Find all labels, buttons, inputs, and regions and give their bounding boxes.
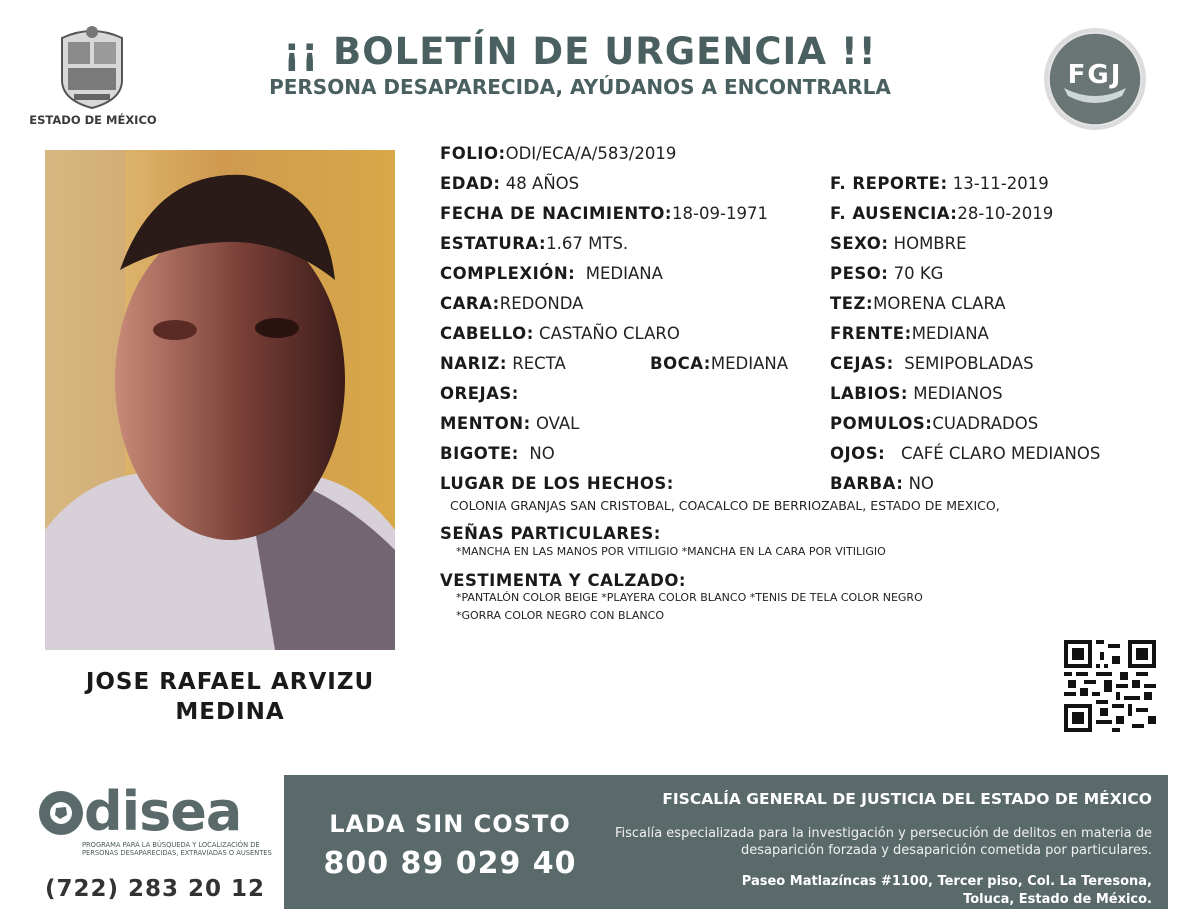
odisea-program-caption: PROGRAMA PARA LA BÚSQUEDA Y LOCALIZACIÓN DE PERSONAS DESAPARECIDAS, EXTRAVIADAS O AUSENTES — [82, 841, 272, 857]
barba-field: BARBA: NO — [830, 474, 934, 493]
nariz-field: NARIZ: RECTA — [440, 354, 566, 373]
lugar-hechos-value: COLONIA GRANJAS SAN CRISTOBAL, COACALCO DE BERRIOZABAL, ESTADO DE MEXICO, — [450, 498, 1000, 513]
folio-field: FOLIO:ODI/ECA/A/583/2019 — [440, 144, 677, 163]
boca-value: MEDIANA — [710, 354, 789, 373]
fiscalia-address — [600, 873, 1152, 909]
lada-sin-costo-label: LADA SIN COSTO — [329, 810, 571, 838]
menton-field: MENTON: OVAL — [440, 414, 580, 433]
frente-value: MEDIANA — [911, 324, 989, 343]
vestimenta-line-1: *PANTALÓN COLOR BEIGE *PLAYERA COLOR BLANCO *TENIS DE TELA COLOR NEGRO — [456, 591, 923, 604]
menton-value: OVAL — [535, 414, 580, 433]
bigote-field: BIGOTE: NO — [440, 444, 555, 463]
edad-value: 48 AÑOS — [505, 174, 580, 193]
f-ausencia-value: 28-10-2019 — [957, 204, 1054, 223]
complexion-value: MEDIANA — [585, 264, 663, 283]
name-line-1: JOSE RAFAEL ARVIZU — [85, 669, 375, 695]
fecha-nacimiento-value: 18-09-1971 — [672, 204, 768, 223]
boca-field: BOCA:MEDIANA — [650, 354, 789, 373]
address-line-1: Paseo Matlazíncas #1100, Tercer piso, Col. La Teresona, — [741, 874, 1152, 889]
labios-value: MEDIANOS — [913, 384, 1003, 403]
fgj-seal-icon — [1042, 26, 1148, 132]
cabello-field: CABELLO: CASTAÑO CLARO — [440, 324, 680, 343]
cejas-field: CEJAS: SEMIPOBLADAS — [830, 354, 1034, 373]
edomex-coat-of-arms-icon — [52, 20, 132, 110]
estatura-value: 1.67 MTS. — [546, 234, 629, 253]
estatura-field: ESTATURA:1.67 MTS. — [440, 234, 629, 253]
barba-value: NO — [908, 474, 934, 493]
peso-field: PESO: 70 KG — [830, 264, 944, 283]
peso-value: 70 KG — [893, 264, 944, 283]
bulletin-title: ¡¡ BOLETÍN DE URGENCIA !! — [283, 30, 877, 73]
tez-value: MORENA CLARA — [873, 294, 1006, 313]
f-reporte-field: F. REPORTE: 13-11-2019 — [830, 174, 1049, 193]
pomulos-value: CUADRADOS — [932, 414, 1039, 433]
missing-person-photo — [45, 150, 395, 650]
sexo-field: SEXO: HOMBRE — [830, 234, 967, 253]
senas-particulares-value: *MANCHA EN LAS MANOS POR VITILIGIO *MANCHA EN LA CARA POR VITILIGIO — [456, 545, 886, 558]
odisea-logo-text: disea — [84, 780, 242, 843]
missing-person-name — [45, 667, 415, 727]
fiscalia-title: FISCALÍA GENERAL DE JUSTICIA DEL ESTADO DE MÉXICO — [662, 790, 1152, 808]
cabello-value: CASTAÑO CLARO — [539, 324, 680, 343]
folio-value: ODI/ECA/A/583/2019 — [505, 144, 677, 163]
bulletin-subtitle: PERSONA DESAPARECIDA, AYÚDANOS A ENCONTRARLA — [269, 75, 891, 99]
frente-field: FRENTE:MEDIANA — [830, 324, 989, 343]
vestimenta-label: VESTIMENTA Y CALZADO: — [440, 571, 686, 590]
orejas-field: OREJAS: — [440, 384, 519, 403]
complexion-field: COMPLEXIÓN: MEDIANA — [440, 264, 663, 283]
senas-particulares-label: SEÑAS PARTICULARES: — [440, 524, 661, 543]
name-line-2: MEDINA — [175, 699, 285, 725]
tez-field: TEZ:MORENA CLARA — [830, 294, 1006, 313]
edad-field: EDAD: 48 AÑOS — [440, 174, 580, 193]
nariz-value: RECTA — [512, 354, 566, 373]
lugar-hechos-label: LUGAR DE LOS HECHOS: — [440, 474, 674, 493]
ojos-value: CAFÉ CLARO MEDIANOS — [900, 444, 1101, 463]
sexo-value: HOMBRE — [893, 234, 967, 253]
cara-value: REDONDA — [499, 294, 584, 313]
fecha-nacimiento-field: FECHA DE NACIMIENTO:18-09-1971 — [440, 204, 768, 223]
f-ausencia-field: F. AUSENCIA:28-10-2019 — [830, 204, 1054, 223]
pomulos-field: POMULOS:CUADRADOS — [830, 414, 1039, 433]
toll-free-number: 800 89 029 40 — [323, 846, 577, 881]
edomex-caption: ESTADO DE MÉXICO — [29, 113, 157, 127]
cejas-value: SEMIPOBLADAS — [904, 354, 1034, 373]
odisea-logo-icon — [36, 788, 86, 838]
fgj-seal-text: FGJ — [1067, 60, 1123, 90]
odisea-phone: (722) 283 20 12 — [44, 876, 266, 902]
ojos-field: OJOS: CAFÉ CLARO MEDIANOS — [830, 444, 1101, 463]
fiscalia-description: Fiscalía especializada para la investigación y persecución de delitos en materia de desaparición forzada y desaparición cometida por particulares. — [614, 826, 1152, 858]
cara-field: CARA:REDONDA — [440, 294, 584, 313]
bigote-value: NO — [529, 444, 555, 463]
f-reporte-value: 13-11-2019 — [952, 174, 1049, 193]
qr-code-icon — [1064, 640, 1156, 732]
vestimenta-line-2: *GORRA COLOR NEGRO CON BLANCO — [456, 609, 665, 622]
labios-field: LABIOS: MEDIANOS — [830, 384, 1003, 403]
address-line-2: Toluca, Estado de México. — [963, 892, 1152, 907]
